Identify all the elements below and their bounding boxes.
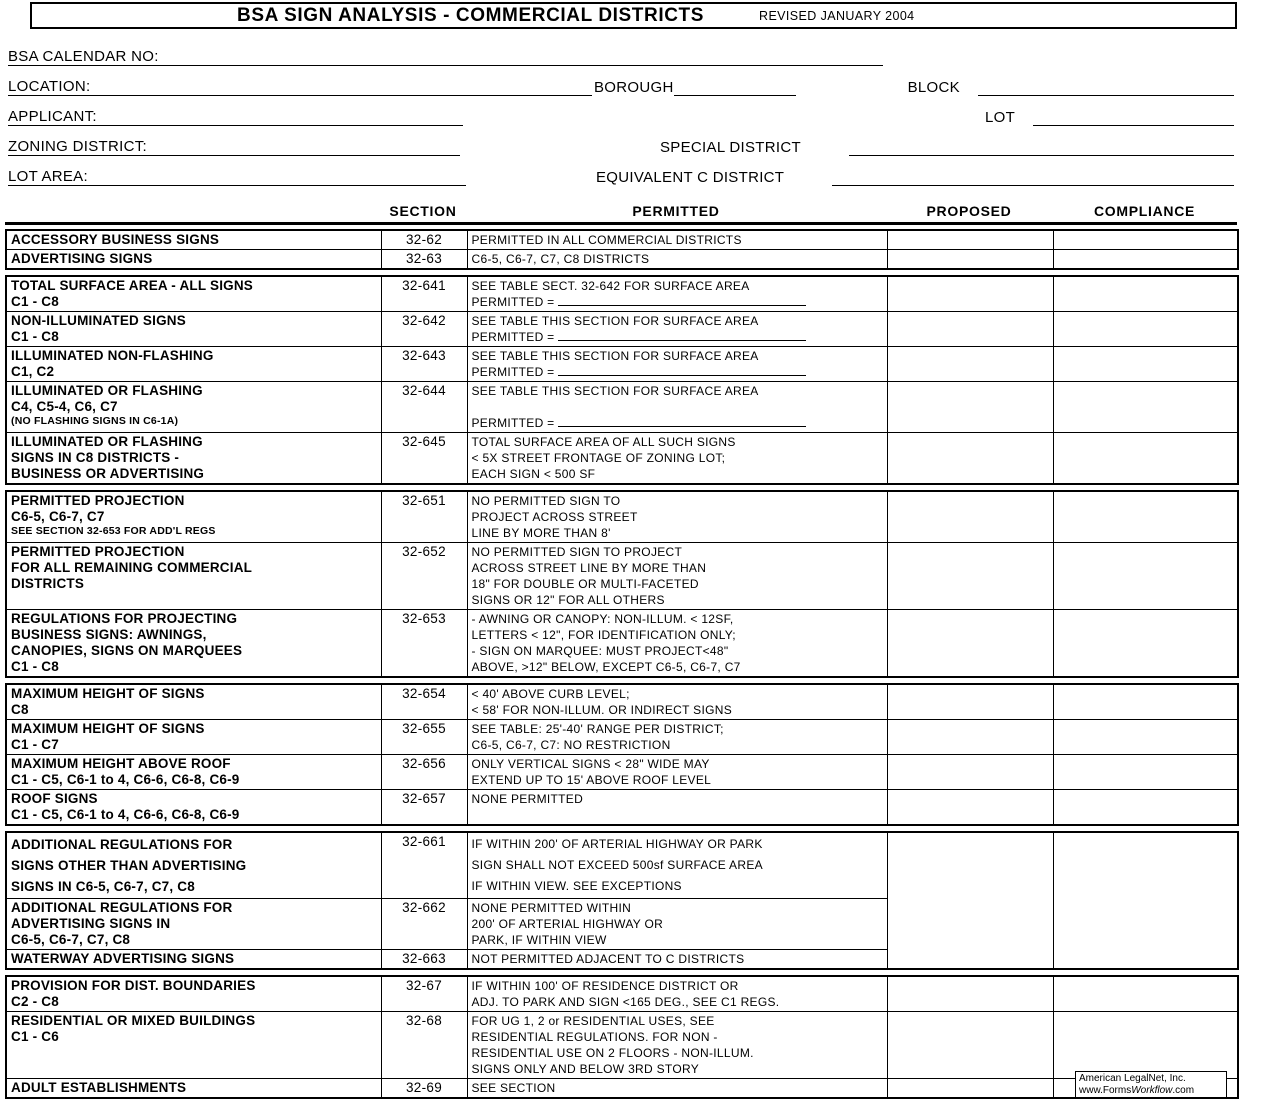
table-row [6,433,1238,485]
lot-line[interactable] [1033,104,1234,126]
section-column-header: SECTION [389,203,457,219]
proposed-cell[interactable] [887,347,1053,382]
block-line[interactable] [978,74,1234,96]
zoning-row [8,126,1234,156]
proposed-cell[interactable] [887,684,1053,720]
proposed-cell[interactable] [887,433,1053,485]
calendar-line[interactable] [8,44,883,66]
legalnet-footer-box [1075,1071,1227,1098]
table-row [6,755,1238,790]
permitted-cell: SEE SECTION [467,1079,887,1099]
table-row [6,832,1238,899]
row-label-cell: PERMITTED PROJECTION C6-5, C6-7, C7 SEE SECTION 32-653 FOR ADD'L REGS [6,491,381,543]
table-row [6,684,1238,720]
permitted-blank-line[interactable] [558,365,806,376]
permitted-cell: SEE TABLE THIS SECTION FOR SURFACE AREA PERMITTED = [467,347,887,382]
label-column-header [5,203,380,219]
compliance-cell[interactable] [1053,276,1238,312]
table-row [6,230,1238,250]
equivalent-c-label: EQUIVALENT C DISTRICT [596,169,785,186]
compliance-cell[interactable] [1053,976,1238,1012]
borough-label: BOROUGH [594,79,674,96]
permitted-cell: NONE PERMITTED [467,790,887,826]
table-row [6,610,1238,678]
table-row [6,347,1238,382]
permitted-cell: < 40' ABOVE CURB LEVEL; < 58' FOR NON-ILLUM. OR INDIRECT SIGNS [467,684,887,720]
proposed-cell[interactable] [887,543,1053,610]
section-cell: 32-642 [381,312,467,347]
row-label-cell: ADDITIONAL REGULATIONS FOR SIGNS OTHER THAN ADVERTISING SIGNS IN C6-5, C6-7, C7, C8 [6,832,381,899]
revision-note: REVISED JANUARY 2004 [759,8,915,23]
table-group-2 [5,275,1239,485]
row-label-cell: MAXIMUM HEIGHT OF SIGNS C8 [6,684,381,720]
compliance-cell[interactable] [1053,382,1238,433]
proposed-cell[interactable] [887,755,1053,790]
special-district-line[interactable] [849,134,1234,156]
permitted-blank-line[interactable] [558,416,806,427]
section-cell: 32-663 [381,950,467,970]
section-cell: 32-656 [381,755,467,790]
compliance-cell[interactable] [1053,230,1238,250]
permitted-cell: SEE TABLE: 25'-40' RANGE PER DISTRICT; C6-5, C6-7, C7: NO RESTRICTION [467,720,887,755]
compliance-cell[interactable] [1053,347,1238,382]
form-title: BSA SIGN ANALYSIS - COMMERCIAL DISTRICTS [237,4,705,26]
lot-area-line[interactable] [8,164,466,186]
compliance-cell[interactable] [1053,491,1238,543]
permitted-cell: SEE TABLE THIS SECTION FOR SURFACE AREA PERMITTED = [467,382,887,433]
proposed-cell[interactable] [887,720,1053,755]
permitted-blank-line[interactable] [558,330,806,341]
block-label: BLOCK [907,79,960,96]
row-label-cell: PROVISION FOR DIST. BOUNDARIES C2 - C8 [6,976,381,1012]
row-label-cell: NON-ILLUMINATED SIGNS C1 - C8 [6,312,381,347]
proposed-cell[interactable] [887,610,1053,678]
sign-analysis-table [5,229,1237,1100]
proposed-column-header: PROPOSED [926,203,1012,219]
table-group-4 [5,683,1239,826]
applicant-label: APPLICANT: [8,108,97,125]
section-cell: 32-69 [381,1079,467,1099]
table-group-6 [5,975,1239,1099]
row-label-cell: ILLUMINATED NON-FLASHING C1, C2 [6,347,381,382]
table-row [6,790,1238,826]
row-label-cell: ADULT ESTABLISHMENTS [6,1079,381,1099]
section-cell: 32-62 [381,230,467,250]
table-row [6,276,1238,312]
section-cell: 32-641 [381,276,467,312]
proposed-cell[interactable] [887,491,1053,543]
proposed-cell[interactable] [887,230,1053,250]
section-cell: 32-661 [381,832,467,899]
table-row [6,720,1238,755]
permitted-column-header: PERMITTED [632,203,720,219]
table-row [6,1012,1238,1079]
permitted-cell: ONLY VERTICAL SIGNS < 28" WIDE MAY EXTEND UP TO 15' ABOVE ROOF LEVEL [467,755,887,790]
permitted-cell: PERMITTED IN ALL COMMERCIAL DISTRICTS [467,230,887,250]
section-cell: 32-655 [381,720,467,755]
form-fields [8,36,1234,186]
proposed-cell[interactable] [887,790,1053,826]
lot-label: LOT [985,109,1016,126]
zoning-district-line[interactable] [8,134,460,156]
location-label: LOCATION: [8,78,91,95]
column-headers [5,203,1237,219]
footer-url-suffix: .com [1172,1084,1195,1096]
permitted-cell: C6-5, C6-7, C7, C8 DISTRICTS [467,250,887,270]
proposed-cell[interactable] [887,1012,1053,1079]
section-cell: 32-654 [381,684,467,720]
location-row [8,66,1234,96]
footer-url-prefix: www.Forms [1079,1084,1132,1096]
form-title-box [30,2,1237,29]
row-label-cell: TOTAL SURFACE AREA - ALL SIGNS C1 - C8 [6,276,381,312]
permitted-cell: NO PERMITTED SIGN TO PROJECT ACROSS STREET LINE BY MORE THAN 18" FOR DOUBLE OR MULTI-FACETED SIGNS OR 12" FOR ALL OTHERS [467,543,887,610]
row-label-cell: ACCESSORY BUSINESS SIGNS [6,230,381,250]
section-cell: 32-68 [381,1012,467,1079]
table-row [6,312,1238,347]
location-line[interactable] [8,74,592,96]
section-cell: 32-643 [381,347,467,382]
table-group-5 [5,831,1239,970]
section-cell: 32-651 [381,491,467,543]
section-cell: 32-645 [381,433,467,485]
permitted-cell: SEE TABLE SECT. 32-642 FOR SURFACE AREA PERMITTED = [467,276,887,312]
section-cell: 32-662 [381,899,467,950]
permitted-cell: NO PERMITTED SIGN TO PROJECT ACROSS STREET LINE BY MORE THAN 8' [467,491,887,543]
permitted-cell: IF WITHIN 100' OF RESIDENCE DISTRICT OR ADJ. TO PARK AND SIGN <165 DEG., SEE C1 REGS. [467,976,887,1012]
row-label-cell: ILLUMINATED OR FLASHING C4, C5-4, C6, C7 (NO FLASHING SIGNS IN C6-1A) [6,382,381,433]
row-label-cell: MAXIMUM HEIGHT ABOVE ROOF C1 - C5, C6-1 to 4, C6-6, C6-8, C6-9 [6,755,381,790]
borough-line[interactable] [674,74,796,96]
table-row [6,250,1238,270]
compliance-cell[interactable] [1053,720,1238,755]
calendar-label: BSA CALENDAR NO: [8,48,159,65]
zoning-district-label: ZONING DISTRICT: [8,138,147,155]
section-cell: 32-653 [381,610,467,678]
row-label-cell: RESIDENTIAL OR MIXED BUILDINGS C1 - C6 [6,1012,381,1079]
table-group-3 [5,490,1239,678]
proposed-cell[interactable] [887,382,1053,433]
compliance-cell[interactable] [1053,250,1238,270]
compliance-cell[interactable] [1053,755,1238,790]
special-district-label: SPECIAL DISTRICT [660,139,801,156]
permitted-cell: NOT PERMITTED ADJACENT TO C DISTRICTS [467,950,887,970]
proposed-cell[interactable] [887,976,1053,1012]
section-cell: 32-657 [381,790,467,826]
footer-company: American LegalNet, Inc. [1079,1073,1186,1084]
table-row [6,382,1238,433]
row-label-cell: ADVERTISING SIGNS [6,250,381,270]
table-group-1 [5,229,1239,270]
proposed-cell[interactable] [887,832,1053,969]
section-cell: 32-644 [381,382,467,433]
row-label-cell: MAXIMUM HEIGHT OF SIGNS C1 - C7 [6,720,381,755]
permitted-cell: FOR UG 1, 2 or RESIDENTIAL USES, SEE RESIDENTIAL REGULATIONS. FOR NON - RESIDENTIAL USE ON 2 FLOORS - NON-ILLUM. SIGNS ONLY AND BELOW 3RD STORY [467,1012,887,1079]
table-row [6,1079,1238,1099]
compliance-cell[interactable] [1053,684,1238,720]
compliance-cell[interactable] [1053,790,1238,826]
compliance-column-header: COMPLIANCE [1093,203,1196,219]
proposed-cell[interactable] [887,312,1053,347]
permitted-blank-line[interactable] [558,295,806,306]
lot-area-label: LOT AREA: [8,168,88,185]
row-label-cell: REGULATIONS FOR PROJECTING BUSINESS SIGNS: AWNINGS, CANOPIES, SIGNS ON MARQUEES C1 - C8 [6,610,381,678]
permitted-cell: IF WITHIN 200' OF ARTERIAL HIGHWAY OR PARK SIGN SHALL NOT EXCEED 500sf SURFACE AREA IF WITHIN VIEW. SEE EXCEPTIONS [467,832,887,899]
proposed-cell[interactable] [887,1079,1053,1099]
compliance-cell[interactable] [1053,610,1238,678]
equivalent-c-line[interactable] [832,164,1234,186]
row-label-cell: ROOF SIGNS C1 - C5, C6-1 to 4, C6-6, C6-8, C6-9 [6,790,381,826]
footer-url [1079,1085,1223,1097]
compliance-cell[interactable] [1053,1012,1238,1079]
footer-url-workflow: Workflow [1131,1084,1173,1096]
calendar-row [8,36,1234,66]
compliance-cell[interactable] [1053,433,1238,485]
row-label-cell: ILLUMINATED OR FLASHING SIGNS IN C8 DISTRICTS - BUSINESS OR ADVERTISING [6,433,381,485]
permitted-cell: SEE TABLE THIS SECTION FOR SURFACE AREA PERMITTED = [467,312,887,347]
row-label-cell: PERMITTED PROJECTION FOR ALL REMAINING COMMERCIAL DISTRICTS [6,543,381,610]
compliance-cell[interactable] [1053,312,1238,347]
row-label-cell: ADDITIONAL REGULATIONS FOR ADVERTISING SIGNS IN C6-5, C6-7, C7, C8 [6,899,381,950]
table-row [6,543,1238,610]
section-cell: 32-67 [381,976,467,1012]
section-cell: 32-63 [381,250,467,270]
compliance-cell[interactable] [1053,832,1238,969]
permitted-cell: NONE PERMITTED WITHIN 200' OF ARTERIAL HIGHWAY OR PARK, IF WITHIN VIEW [467,899,887,950]
proposed-cell[interactable] [887,276,1053,312]
permitted-cell: - AWNING OR CANOPY: NON-ILLUM. < 12SF, LETTERS < 12", FOR IDENTIFICATION ONLY; - SIGN ON MARQUEE: MUST PROJECT<48" ABOVE, >12" BELOW, EXCEPT C6-5, C6-7, C7 [467,610,887,678]
section-cell: 32-652 [381,543,467,610]
lot-area-row [8,156,1234,186]
applicant-row [8,96,1234,126]
permitted-cell: TOTAL SURFACE AREA OF ALL SUCH SIGNS < 5X STREET FRONTAGE OF ZONING LOT; EACH SIGN < 500 SF [467,433,887,485]
compliance-cell[interactable] [1053,543,1238,610]
header-divider-rule [5,222,1237,225]
row-label-cell: WATERWAY ADVERTISING SIGNS [6,950,381,970]
proposed-cell[interactable] [887,250,1053,270]
table-row [6,491,1238,543]
table-row [6,976,1238,1012]
applicant-line[interactable] [8,104,463,126]
